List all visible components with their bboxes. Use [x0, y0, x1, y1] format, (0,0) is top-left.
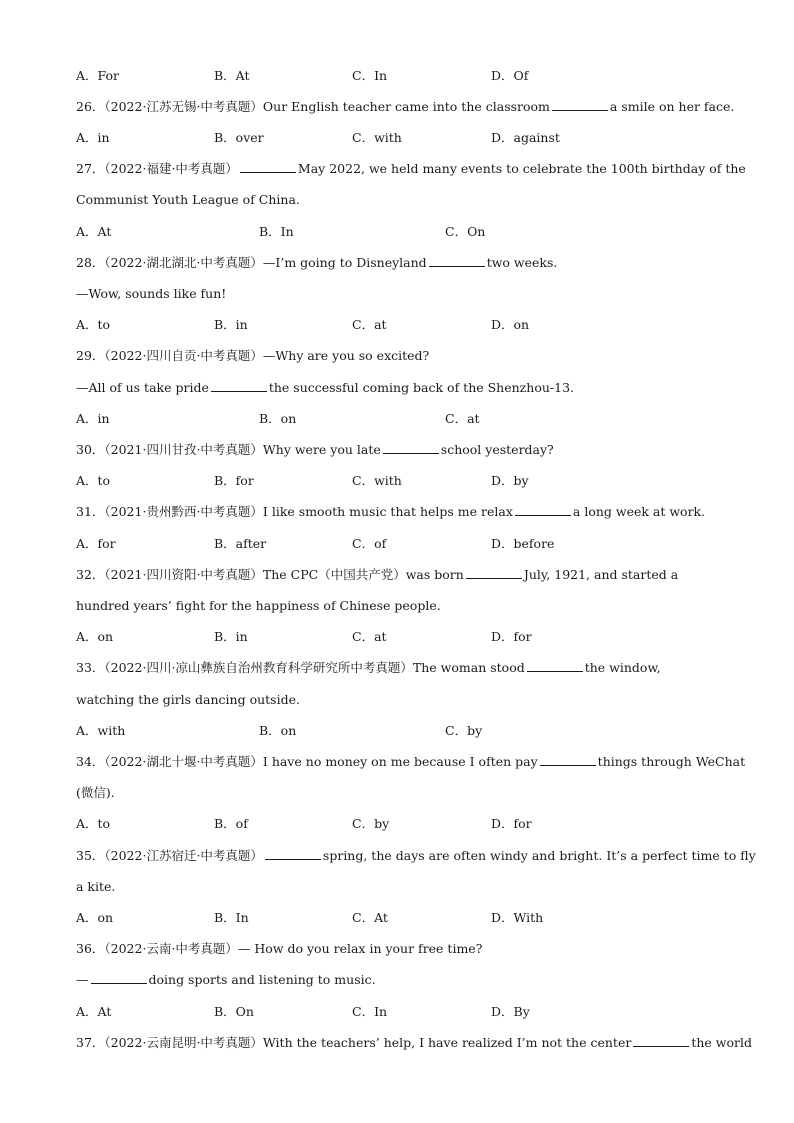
question-35-stem: 35．（2022·江苏宿迁·中考真题） spring, the days are often windy and bright. It’s a perfect time to fly [76, 848, 756, 863]
option-a: A．to [76, 816, 111, 831]
answer-blank [211, 379, 267, 392]
question-source: （2022·四川自贡·中考真题） [104, 348, 263, 363]
question-28-continuation: —Wow, sounds like fun! [76, 286, 227, 301]
option-a: A．for [76, 536, 116, 551]
question-source: （2022·湖北湖北·中考真题） [104, 255, 263, 270]
question-34-continuation: (微信). [76, 785, 115, 800]
question-number: 29． [76, 348, 105, 363]
answer-blank [383, 441, 439, 454]
answer-blank [527, 659, 583, 672]
question-37-stem: 37．（2022·云南昆明·中考真题）With the teachers’ help, I have realized I’m not the center the world [76, 1035, 752, 1050]
option-a: A．with [76, 723, 126, 738]
question-32-stem: 32．（2021·四川资阳·中考真题）The CPC（中国共产党）was born July, 1921, and started a [76, 567, 679, 582]
answer-blank [540, 753, 596, 766]
question-source: （2022·江苏无锡·中考真题） [104, 99, 263, 114]
question-28-stem: 28．（2022·湖北湖北·中考真题）—I’m going to Disneyland two weeks. [76, 255, 558, 270]
option-b: B．for [214, 473, 254, 488]
option-b: B．In [214, 910, 249, 925]
question-source: （2022·福建·中考真题） [104, 161, 238, 176]
question-source: （2022·四川·凉山彝族自治州教育科学研究所中考真题） [104, 660, 413, 675]
option-a: A．on [76, 910, 114, 925]
option-c: C．of [352, 536, 387, 551]
answer-blank [91, 971, 147, 984]
option-a: A．on [76, 629, 114, 644]
option-d: D．on [491, 317, 530, 332]
option-b: B．in [214, 317, 248, 332]
option-a: A．in [76, 411, 110, 426]
option-a: A．to [76, 473, 111, 488]
option-b: B．on [259, 411, 297, 426]
question-34-stem: 34．（2022·湖北十堰·中考真题）I have no money on me because I often pay things through WeChat [76, 754, 746, 769]
question-number: 28． [76, 255, 105, 270]
question-number: 30． [76, 442, 105, 457]
option-c: C．at [352, 317, 387, 332]
question-source: （2022·云南·中考真题） [104, 941, 238, 956]
question-source: （2021·四川甘孜·中考真题） [104, 442, 263, 457]
question-32-continuation: hundred years’ fight for the happiness of Chinese people. [76, 598, 441, 613]
option-d: D．for [491, 816, 532, 831]
question-number: 34． [76, 754, 105, 769]
question-source: （2022·云南昆明·中考真题） [104, 1035, 263, 1050]
question-source: （2021·四川资阳·中考真题） [104, 567, 263, 582]
option-c: C．In [352, 1004, 388, 1019]
option-a: A．in [76, 130, 110, 145]
option-c: C．with [352, 473, 402, 488]
option-c: C．by [352, 816, 390, 831]
option-c: C．At [352, 910, 388, 925]
question-27-stem: 27．（2022·福建·中考真题） May 2022, we held many events to celebrate the 100th birthday of the [76, 161, 746, 176]
question-33-stem: 33．（2022·四川·凉山彝族自治州教育科学研究所中考真题）The woman stood the window, [76, 660, 661, 675]
question-number: 33． [76, 660, 105, 675]
question-29-continuation: —All of us take pride the successful coming back of the Shenzhou-13. [76, 380, 574, 395]
option-d: D．for [491, 629, 532, 644]
option-d: D．against [491, 130, 560, 145]
option-b: B．in [214, 629, 248, 644]
question-number: 37． [76, 1035, 105, 1050]
question-30-stem: 30．（2021·四川甘孜·中考真题）Why were you late school yesterday? [76, 442, 554, 457]
option-a: A．At [76, 1004, 112, 1019]
answer-blank [429, 254, 485, 267]
answer-blank [240, 160, 296, 173]
question-number: 31． [76, 504, 105, 519]
option-b: B．after [214, 536, 267, 551]
option-c: C．at [352, 629, 387, 644]
option-b: B．of [214, 816, 248, 831]
option-c: C．with [352, 130, 402, 145]
question-source: （2022·湖北十堰·中考真题） [104, 754, 263, 769]
option-b: B．In [259, 224, 294, 239]
answer-blank [466, 566, 522, 579]
answer-blank [552, 98, 608, 111]
option-a: A．For [76, 68, 120, 83]
question-number: 35． [76, 848, 105, 863]
question-35-continuation: a kite. [76, 879, 116, 894]
question-source: （2021·贵州黔西·中考真题） [104, 504, 263, 519]
question-source: （2022·江苏宿迁·中考真题） [104, 848, 263, 863]
option-b: B．On [214, 1004, 254, 1019]
option-c: C．On [445, 224, 486, 239]
question-29-stem: 29．（2022·四川自贡·中考真题）—Why are you so excited? [76, 348, 430, 363]
question-27-continuation: Communist Youth League of China. [76, 192, 300, 207]
option-a: A．At [76, 224, 112, 239]
question-number: 32． [76, 567, 105, 582]
answer-blank [265, 847, 321, 860]
option-b: B．on [259, 723, 297, 738]
option-d: D．by [491, 473, 529, 488]
question-36-stem: 36．（2022·云南·中考真题）— How do you relax in your free time? [76, 941, 483, 956]
question-33-continuation: watching the girls dancing outside. [76, 692, 300, 707]
answer-blank [633, 1034, 689, 1047]
question-26-stem: 26．（2022·江苏无锡·中考真题）Our English teacher came into the classroom a smile on her face. [76, 99, 735, 114]
option-d: D．before [491, 536, 555, 551]
answer-blank [515, 503, 571, 516]
question-31-stem: 31．（2021·贵州黔西·中考真题）I like smooth music that helps me relax a long week at work. [76, 504, 706, 519]
option-d: D．By [491, 1004, 530, 1019]
option-d: D．With [491, 910, 544, 925]
option-b: B．At [214, 68, 250, 83]
option-c: C．at [445, 411, 480, 426]
question-number: 26． [76, 99, 105, 114]
option-d: D．Of [491, 68, 529, 83]
question-number: 27． [76, 161, 105, 176]
question-36-continuation: — doing sports and listening to music. [76, 972, 376, 987]
option-b: B．over [214, 130, 264, 145]
option-c: C．In [352, 68, 388, 83]
option-a: A．to [76, 317, 111, 332]
option-c: C．by [445, 723, 483, 738]
question-number: 36． [76, 941, 105, 956]
